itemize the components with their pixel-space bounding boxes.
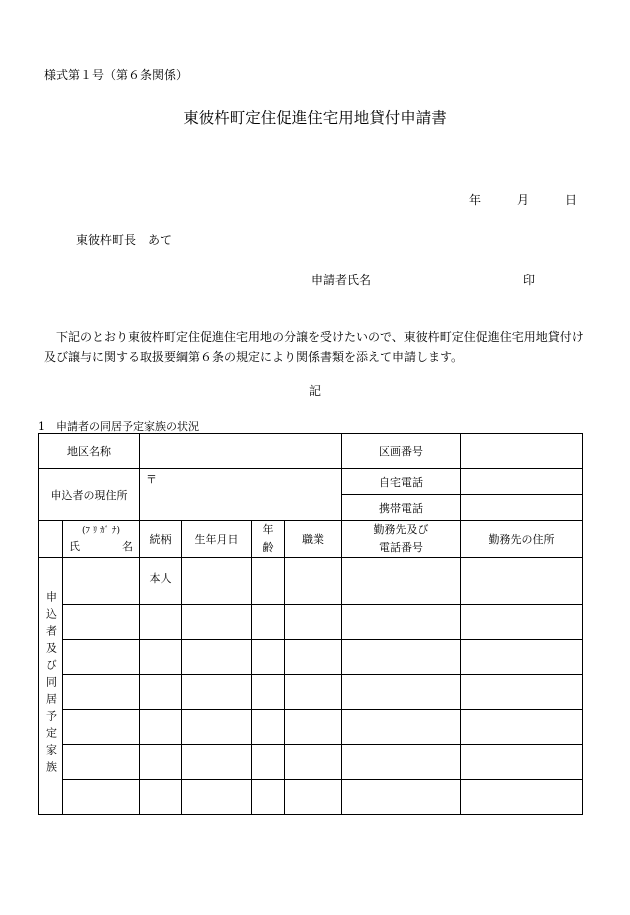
table-cell[interactable]	[63, 605, 140, 640]
ki-mark: 記	[308, 384, 321, 398]
workplace-header-2: 電話番号	[379, 541, 423, 554]
table-cell[interactable]	[461, 605, 583, 640]
table-cell[interactable]	[140, 745, 182, 780]
table-cell[interactable]	[461, 710, 583, 745]
statement-line-1: 下記のとおり東彼杵町定住促進住宅用地の分譲を受けたいので、東彼杵町定住促進住宅用地貸付け	[56, 330, 584, 344]
section-title: 1 申請者の同居予定家族の状況	[38, 420, 199, 433]
table-cell[interactable]	[252, 640, 285, 675]
addressee: 東彼杵町長 あて	[76, 233, 173, 247]
table-cell[interactable]	[252, 745, 285, 780]
table-cell[interactable]	[342, 640, 461, 675]
lot-number-field[interactable]	[461, 434, 583, 469]
table-cell[interactable]	[182, 780, 252, 815]
table-cell[interactable]	[461, 780, 583, 815]
occupation-header: 職業	[285, 521, 342, 558]
page-title: 東彼杵町定住促進住宅用地貸付申請書	[183, 109, 447, 127]
applicant-name-label: 申請者氏名	[311, 273, 372, 287]
home-phone-field[interactable]	[461, 469, 583, 495]
name-header-2: 名	[122, 539, 133, 553]
district-field[interactable]	[140, 434, 342, 469]
table-cell[interactable]	[342, 675, 461, 710]
table-cell[interactable]	[285, 605, 342, 640]
table-cell[interactable]	[182, 710, 252, 745]
age-header	[252, 521, 285, 558]
lot-number-label: 区画番号	[342, 434, 461, 469]
table-cell[interactable]	[63, 558, 140, 605]
table-cell[interactable]	[140, 710, 182, 745]
workplace-header	[342, 521, 461, 558]
table-cell[interactable]	[252, 558, 285, 605]
table-cell[interactable]	[285, 640, 342, 675]
table-cell[interactable]	[342, 745, 461, 780]
table-cell[interactable]	[182, 675, 252, 710]
current-address-field[interactable]	[140, 469, 342, 521]
table-cell[interactable]	[182, 745, 252, 780]
family-table	[38, 433, 583, 815]
table-cell[interactable]	[342, 710, 461, 745]
table-cell[interactable]	[140, 780, 182, 815]
table-cell[interactable]	[461, 558, 583, 605]
birthdate-header: 生年月日	[182, 521, 252, 558]
table-cell[interactable]	[140, 675, 182, 710]
name-header	[63, 521, 140, 558]
table-cell[interactable]	[63, 710, 140, 745]
date-month: 月	[517, 193, 530, 207]
table-cell[interactable]	[285, 675, 342, 710]
table-cell[interactable]	[182, 558, 252, 605]
table-cell[interactable]	[285, 710, 342, 745]
table-cell[interactable]	[342, 558, 461, 605]
table-cell[interactable]	[285, 780, 342, 815]
table-cell[interactable]	[342, 780, 461, 815]
table-cell[interactable]	[182, 605, 252, 640]
workplace-address-header: 勤務先の住所	[461, 521, 583, 558]
mobile-phone-field[interactable]	[461, 495, 583, 521]
table-cell[interactable]	[252, 605, 285, 640]
name-header-1: 氏	[69, 539, 80, 553]
table-cell[interactable]	[461, 745, 583, 780]
table-cell[interactable]	[252, 710, 285, 745]
statement-line-2: 及び譲与に関する取扱要綱第６条の規定により関係書類を添えて申請します。	[44, 350, 464, 364]
table-cell[interactable]	[63, 675, 140, 710]
table-cell[interactable]	[252, 675, 285, 710]
table-cell[interactable]	[140, 640, 182, 675]
table-cell[interactable]	[63, 745, 140, 780]
family-side-label	[39, 558, 63, 815]
form-number: 様式第１号（第６条関係）	[44, 68, 189, 82]
table-cell[interactable]	[285, 558, 342, 605]
age-header-2: 齢	[262, 541, 274, 554]
workplace-header-1: 勤務先及び	[373, 523, 429, 536]
table-cell[interactable]	[63, 640, 140, 675]
table-cell[interactable]	[285, 745, 342, 780]
seal-mark: 印	[523, 273, 536, 287]
furigana-label: (ﾌ ﾘ ｶﾞ ﾅ)	[81, 525, 121, 536]
age-header-1: 年	[262, 523, 274, 536]
current-address-label: 申込者の現住所	[39, 469, 140, 521]
home-phone-label: 自宅電話	[342, 469, 461, 495]
postal-mark: 〒	[146, 473, 157, 486]
table-cell[interactable]	[182, 640, 252, 675]
date-day: 日	[565, 193, 578, 207]
relation-header: 続柄	[140, 521, 182, 558]
table-cell[interactable]	[461, 675, 583, 710]
mobile-phone-label: 携帯電話	[342, 495, 461, 521]
family-side-text: 申込者及び同居予定家族	[44, 591, 58, 778]
self-label: 本人	[140, 558, 182, 605]
header-blank	[39, 521, 63, 558]
table-cell[interactable]	[63, 780, 140, 815]
table-cell[interactable]	[461, 640, 583, 675]
table-cell[interactable]	[252, 780, 285, 815]
table-cell[interactable]	[140, 605, 182, 640]
district-label: 地区名称	[39, 434, 140, 469]
table-cell[interactable]	[342, 605, 461, 640]
application-statement	[44, 327, 590, 367]
date-year: 年	[469, 193, 482, 207]
